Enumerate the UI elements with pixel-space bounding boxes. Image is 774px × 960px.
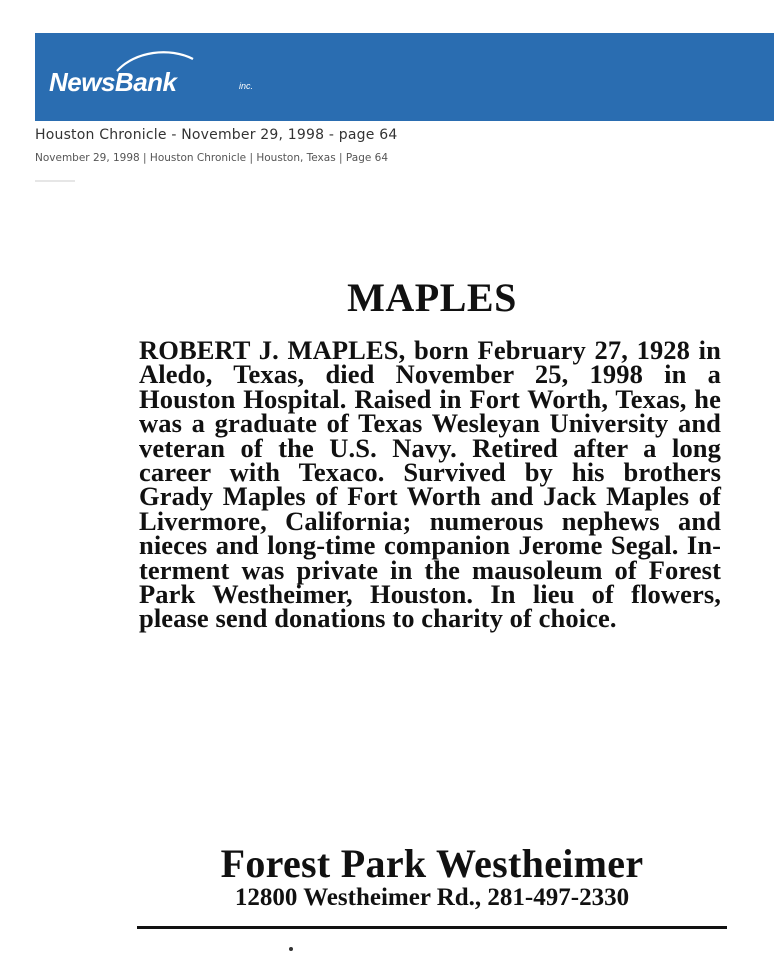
bottom-rule xyxy=(137,926,727,929)
obituary-clipping xyxy=(137,270,727,960)
obituary-headline: MAPLES xyxy=(347,275,517,320)
obituary-body: ROBERT J. MAPLES, born February 27, 1928 in Aledo, Texas, died November 25, 1998 in a Houston Hospital. Raised in Fort Worth, Texas, he was a graduate of Texas Wesleyan University and veteran of the U.S. Navy. Retired after a long career with Texaco. Survived by his brothers Grady Maples of Fort Worth and Jack Maples of Livermore, California; numerous nephews and nieces and long-time companion Jerome Segal. Interment was private in the mausoleum of Forest Park Westheimer, Houston. In lieu of flowers, please send donations to charity of choice. xyxy=(139,335,721,634)
logo-wordmark: NewsBank xyxy=(49,67,177,97)
newsbank-logo[interactable] xyxy=(45,55,275,105)
newsbank-banner xyxy=(35,33,774,121)
document-meta: November 29, 1998 | Houston Chronicle | Houston, Texas | Page 64 xyxy=(35,152,389,164)
funeral-home-address: 12800 Westheimer Rd., 281-497-2330 xyxy=(234,884,630,911)
faint-divider xyxy=(35,180,75,182)
funeral-home-name: Forest Park Westheimer xyxy=(220,841,644,886)
document-title: Houston Chronicle - November 29, 1998 - page 64 xyxy=(35,127,398,143)
logo-inc-suffix: inc. xyxy=(239,81,254,91)
print-speck xyxy=(289,947,293,951)
